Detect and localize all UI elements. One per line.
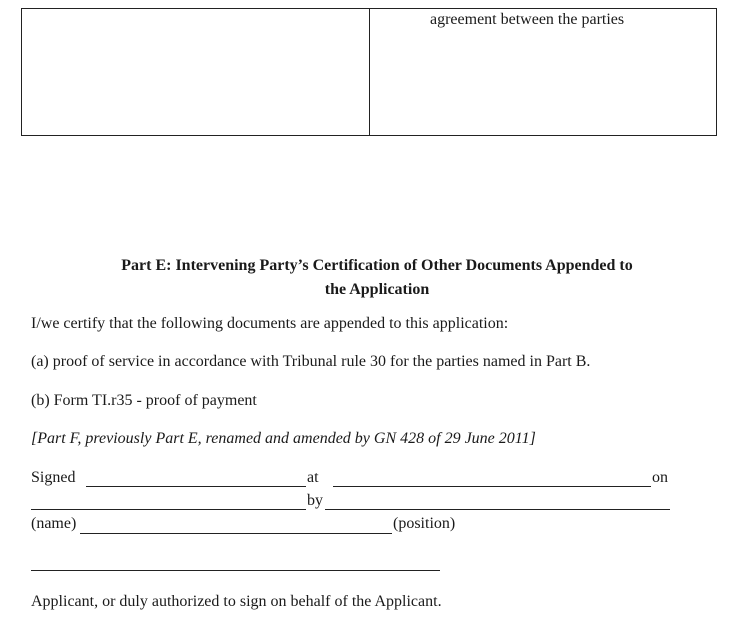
- by-label: by: [307, 492, 323, 509]
- table-cell-left: [22, 9, 370, 135]
- signature-line[interactable]: [31, 570, 440, 571]
- at-field[interactable]: [333, 486, 651, 487]
- on-label: on: [652, 469, 668, 486]
- heading-line-1: Part E: Intervening Party’s Certification of Other Documents Appended to: [121, 257, 633, 274]
- signed-label: Signed: [31, 469, 76, 486]
- signed-field[interactable]: [86, 486, 306, 487]
- signature-caption: Applicant, or duly authorized to sign on behalf of the Applicant.: [31, 593, 442, 610]
- certify-statement: I/we certify that the following documents are appended to this application:: [31, 315, 509, 332]
- item-b: (b) Form TI.r35 - proof of payment: [31, 392, 257, 409]
- table-cell-text: agreement between the parties: [430, 11, 625, 28]
- heading-line-2: the Application: [324, 281, 430, 298]
- name-field[interactable]: [80, 533, 392, 534]
- part-e-heading: [21, 254, 733, 302]
- position-label: (position): [393, 515, 456, 532]
- item-a: (a) proof of service in accordance with Tribunal rule 30 for the parties named in Part B.: [31, 353, 591, 370]
- date-field[interactable]: [31, 509, 306, 510]
- at-label: at: [307, 469, 319, 486]
- by-field[interactable]: [325, 509, 670, 510]
- table-cell-right: [370, 9, 716, 135]
- amendment-note: [Part F, previously Part E, renamed and amended by GN 428 of 29 June 2011]: [31, 430, 536, 447]
- name-label: (name): [31, 515, 77, 532]
- top-table: [21, 8, 717, 136]
